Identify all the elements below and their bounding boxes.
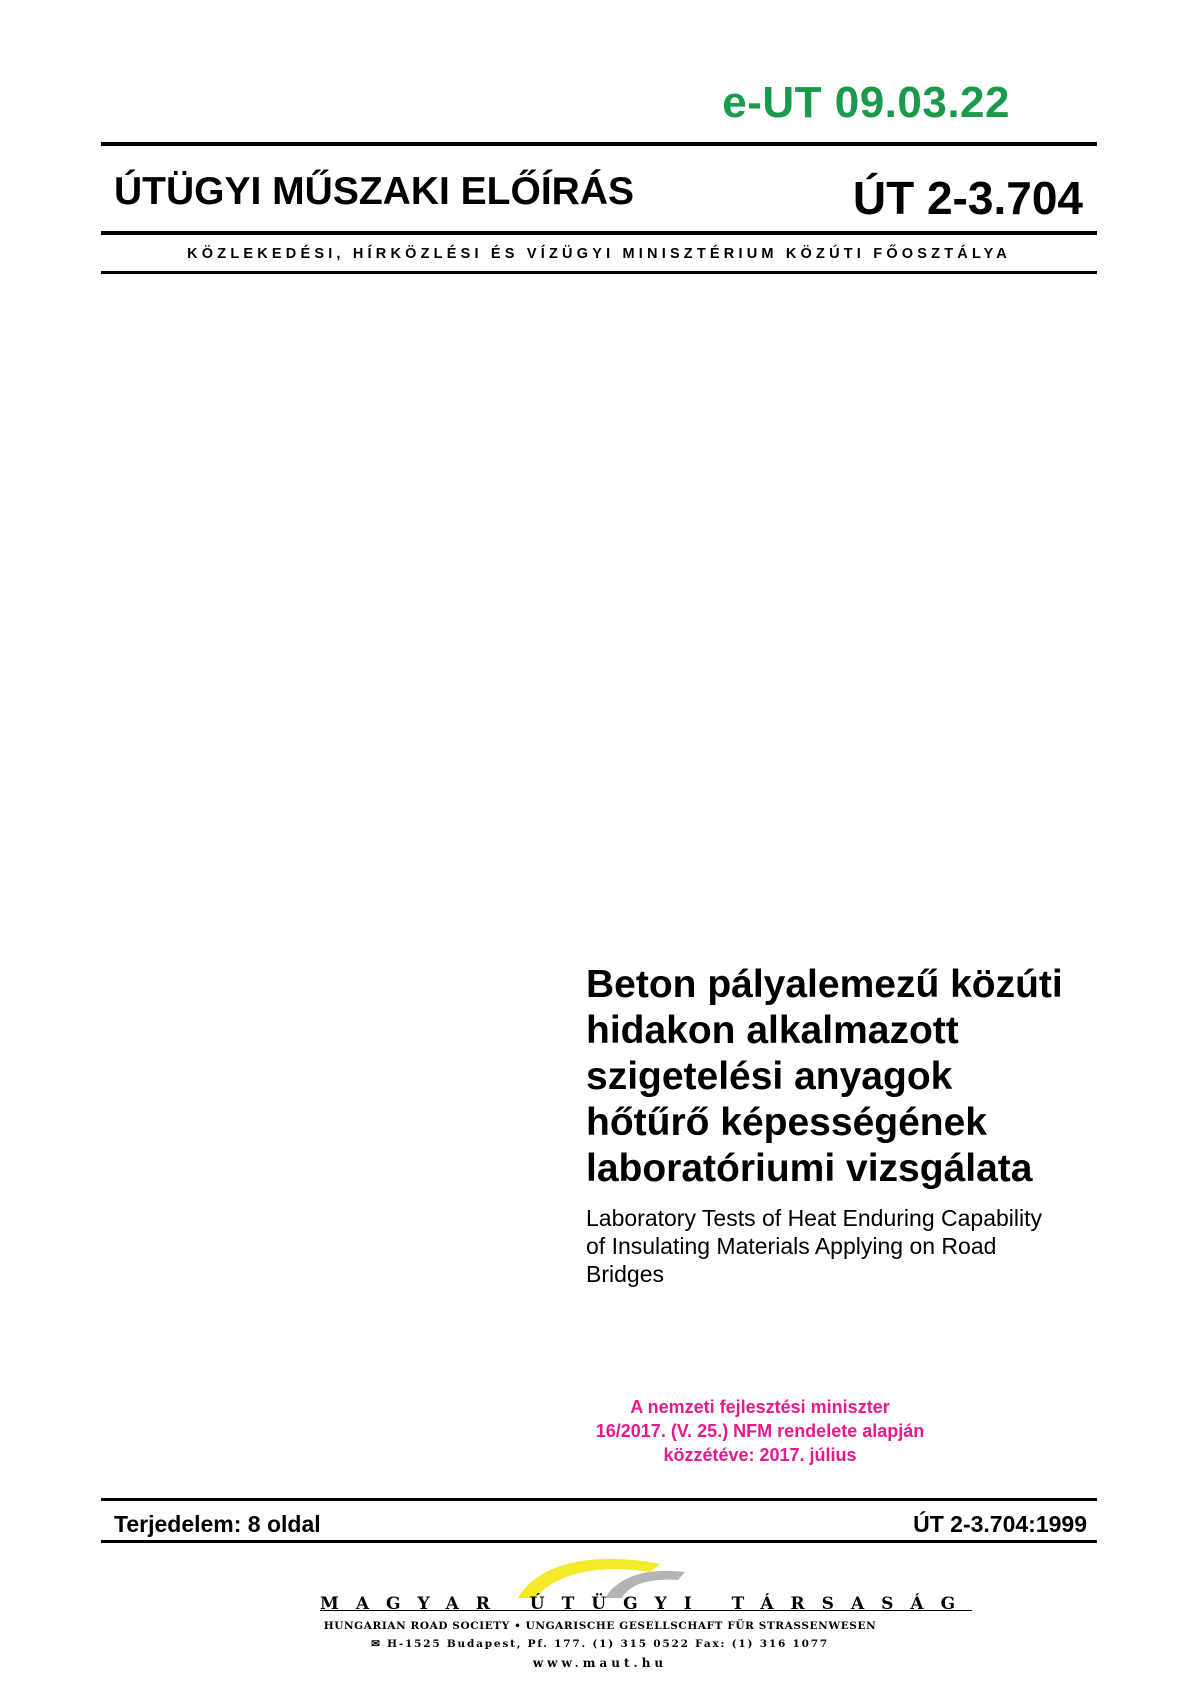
footer-top-rule	[101, 1498, 1097, 1501]
header-rule	[101, 231, 1097, 235]
ministry-rule	[101, 271, 1097, 274]
mail-icon: ✉	[371, 1638, 388, 1650]
notice-line: 16/2017. (V. 25.) NFM rendelete alapján	[595, 1421, 925, 1441]
standard-reference: ÚT 2-3.704:1999	[913, 1511, 1087, 1537]
society-name: MAGYAR ÚTÜGYI TÁRSASÁG	[320, 1594, 973, 1614]
road-arc-icon	[510, 1550, 690, 1600]
subtitle-line: Laboratory Tests of Heat Enduring Capability	[586, 1205, 1043, 1231]
document-code: e-UT 09.03.22	[722, 78, 1010, 127]
society-contact: ✉ H-1525 Budapest, Pf. 177. (1) 315 0522 Fax: (1) 316 1077	[371, 1638, 829, 1650]
header-standard-code: ÚT 2-3.704	[852, 172, 1083, 224]
notice-line: közzétéve: 2017. július	[663, 1445, 857, 1465]
notice-line: A nemzeti fejlesztési miniszter	[630, 1397, 890, 1417]
title-line: hidakon alkalmazott	[586, 1009, 959, 1052]
publication-notice	[560, 1395, 960, 1467]
title-english	[586, 1204, 1086, 1288]
title-line: szigetelési anyagok	[586, 1055, 953, 1098]
header-title: ÚTÜGYI MŰSZAKI ELŐÍRÁS	[114, 170, 635, 213]
top-rule	[101, 142, 1097, 146]
footer-bottom-rule	[101, 1540, 1097, 1543]
title-line: hőtűrő képességének	[586, 1101, 987, 1144]
society-website: www.maut.hu	[532, 1656, 668, 1670]
maut-logo	[320, 1550, 973, 1684]
page-extent: Terjedelem: 8 oldal	[114, 1511, 321, 1537]
subtitle-line: Bridges	[586, 1261, 664, 1287]
title-line: Beton pályalemezű közúti	[586, 963, 1063, 1006]
ministry-line: KÖZLEKEDÉSI, HÍRKÖZLÉSI ÉS VÍZÜGYI MINISZTÉRIUM KÖZÚTI FŐOSZTÁLYA	[187, 246, 1011, 262]
society-subtitle: HUNGARIAN ROAD SOCIETY • UNGARISCHE GESELLSCHAFT FÜR STRASSENWESEN	[323, 1620, 877, 1632]
subtitle-line: of Insulating Materials Applying on Road	[586, 1233, 997, 1259]
title-hungarian	[586, 962, 1126, 1192]
title-line: laboratóriumi vizsgálata	[586, 1147, 1033, 1190]
